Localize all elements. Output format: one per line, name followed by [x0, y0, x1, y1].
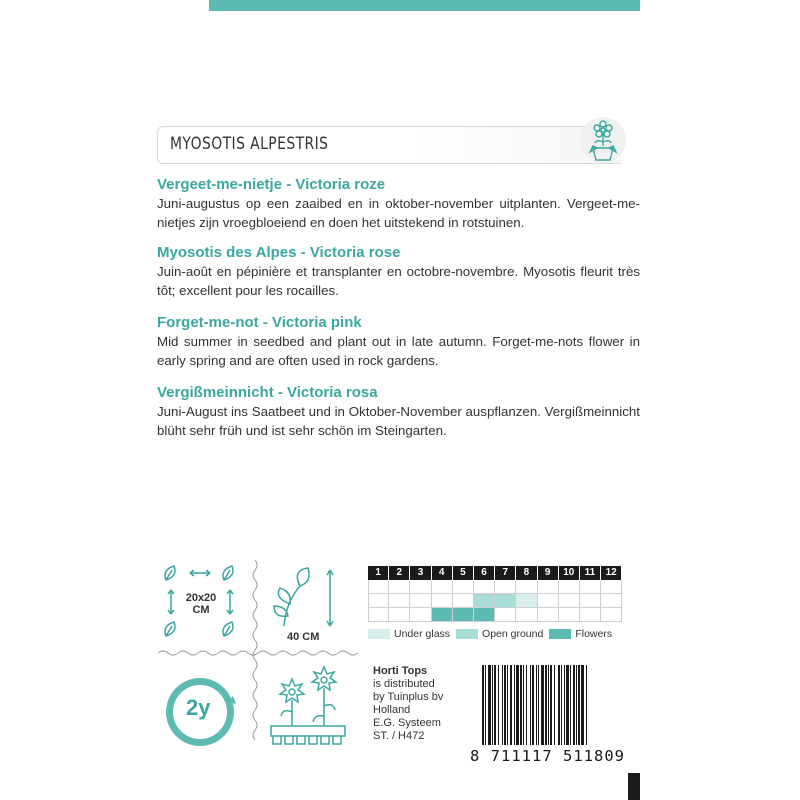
legend-swatch — [456, 629, 478, 639]
distributor-line: is distributed — [373, 678, 435, 690]
section-body: Mid summer in seedbed and plant out in late autumn. Forget-me-nots flower in early spring and are often used in rock gardens. — [157, 334, 640, 368]
calendar-month-9: 9 — [538, 566, 559, 580]
calendar-cell-open-ground — [368, 594, 389, 608]
lifecycle-label: 2y — [186, 695, 211, 720]
species-banner — [157, 126, 621, 164]
calendar-month-6: 6 — [474, 566, 495, 580]
section-title: Vergeet-me-nietje - Victoria roze — [157, 176, 386, 193]
calendar-cell-under-glass — [432, 580, 453, 594]
calendar-cell-under-glass — [389, 580, 410, 594]
legend-label: Open ground — [482, 628, 544, 640]
calendar-cell-flowers — [453, 608, 474, 622]
top-color-band — [209, 0, 640, 11]
calendar-cell-open-ground — [453, 594, 474, 608]
legend-item — [456, 628, 543, 640]
calendar-month-2: 2 — [389, 566, 410, 580]
calendar-cell-under-glass — [580, 580, 601, 594]
calendar-month-12: 12 — [601, 566, 622, 580]
species-name: MYOSOTIS ALPESTRIS — [170, 134, 329, 154]
section-german — [157, 384, 640, 440]
calendar-cell-flowers — [495, 608, 516, 622]
calendar-month-7: 7 — [495, 566, 516, 580]
calendar-cell-flowers — [538, 608, 559, 622]
calendar-cell-open-ground — [516, 594, 537, 608]
calendar-cell-open-ground — [601, 594, 622, 608]
calendar-cell-flowers — [368, 608, 389, 622]
legend-swatch — [549, 629, 571, 639]
calendar-legend — [368, 628, 618, 640]
distributor-info — [373, 665, 443, 743]
section-title: Myosotis des Alpes - Victoria rose — [157, 244, 401, 261]
calendar-cell-flowers — [559, 608, 580, 622]
calendar-cell-under-glass — [453, 580, 474, 594]
legend-item — [549, 628, 612, 640]
section-french — [157, 244, 640, 300]
section-title: Vergißmeinnicht - Victoria rosa — [157, 384, 378, 401]
calendar-cell-flowers — [389, 608, 410, 622]
registration-mark — [628, 773, 640, 800]
spacing-unit: CM — [192, 604, 210, 616]
calendar-cell-under-glass — [601, 580, 622, 594]
calendar-cell-under-glass — [559, 580, 580, 594]
height-label: 40 CM — [287, 631, 320, 643]
calendar-cell-under-glass — [410, 580, 431, 594]
calendar-cell-open-ground — [389, 594, 410, 608]
spacing-value: 20x20 — [185, 592, 217, 604]
distributor-line: by Tuinplus bv — [373, 691, 444, 703]
legend-label: Under glass — [394, 628, 451, 640]
calendar-month-5: 5 — [453, 566, 474, 580]
brand-name: Horti Tops — [373, 665, 428, 677]
flower-pot-icon — [578, 112, 628, 167]
plant-height-icon — [270, 566, 342, 632]
section-dutch — [157, 176, 640, 232]
section-body: Juni-augustus op een zaaibed en in oktober-november uitplanten. Vergeet-me-nietjes zijn vroegbloeiend en doen het uitstekend in rotstuinen. — [157, 196, 640, 230]
barcode — [478, 665, 628, 760]
calendar-month-3: 3 — [410, 566, 431, 580]
calendar-cell-open-ground — [474, 594, 495, 608]
calendar-month-11: 11 — [580, 566, 601, 580]
legend-label: Flowers — [575, 628, 613, 640]
calendar-month-8: 8 — [516, 566, 537, 580]
section-title: Forget-me-not - Victoria pink — [157, 314, 362, 331]
calendar-month-1: 1 — [368, 566, 389, 580]
distributor-line: ST. / H472 — [373, 730, 425, 742]
seed-tray-flowers-icon — [265, 664, 351, 750]
calendar-cell-flowers — [516, 608, 537, 622]
calendar-cell-flowers — [601, 608, 622, 622]
calendar-cell-open-ground — [410, 594, 431, 608]
calendar-cell-open-ground — [559, 594, 580, 608]
spacing-label — [183, 592, 219, 616]
barcode-digits: 8 711117 511809 — [470, 747, 625, 765]
calendar-cell-open-ground — [580, 594, 601, 608]
distributor-line: Holland — [373, 704, 411, 716]
calendar-months — [368, 566, 622, 580]
calendar-cell-flowers — [432, 608, 453, 622]
legend-swatch — [368, 629, 390, 639]
calendar-cell-under-glass — [368, 580, 389, 594]
distributor-line: E.G. Systeem — [373, 717, 441, 729]
calendar-cell-flowers — [580, 608, 601, 622]
calendar-cell-open-ground — [432, 594, 453, 608]
calendar-cell-open-ground — [495, 594, 516, 608]
calendar-month-4: 4 — [432, 566, 453, 580]
calendar-cell-open-ground — [538, 594, 559, 608]
calendar-cell-flowers — [474, 608, 495, 622]
calendar-cell-under-glass — [474, 580, 495, 594]
section-body: Juni-August ins Saatbeet und in Oktober-November auspflanzen. Vergißmeinnicht blüht sehr früh und ist sehr schön im Steingarten. — [157, 404, 640, 438]
legend-item — [368, 628, 450, 640]
horizontal-divider — [158, 648, 358, 658]
calendar-month-10: 10 — [559, 566, 580, 580]
calendar-cell-flowers — [410, 608, 431, 622]
section-english — [157, 314, 640, 370]
calendar-cell-under-glass — [495, 580, 516, 594]
calendar-cell-under-glass — [538, 580, 559, 594]
section-body: Juin-août en pépinière et transplanter en octobre-novembre. Myosotis fleurit très tôt; excellent pour les rocailles. — [157, 264, 640, 298]
calendar-cell-under-glass — [516, 580, 537, 594]
sowing-calendar — [368, 566, 622, 622]
calendar-grid — [368, 580, 622, 622]
